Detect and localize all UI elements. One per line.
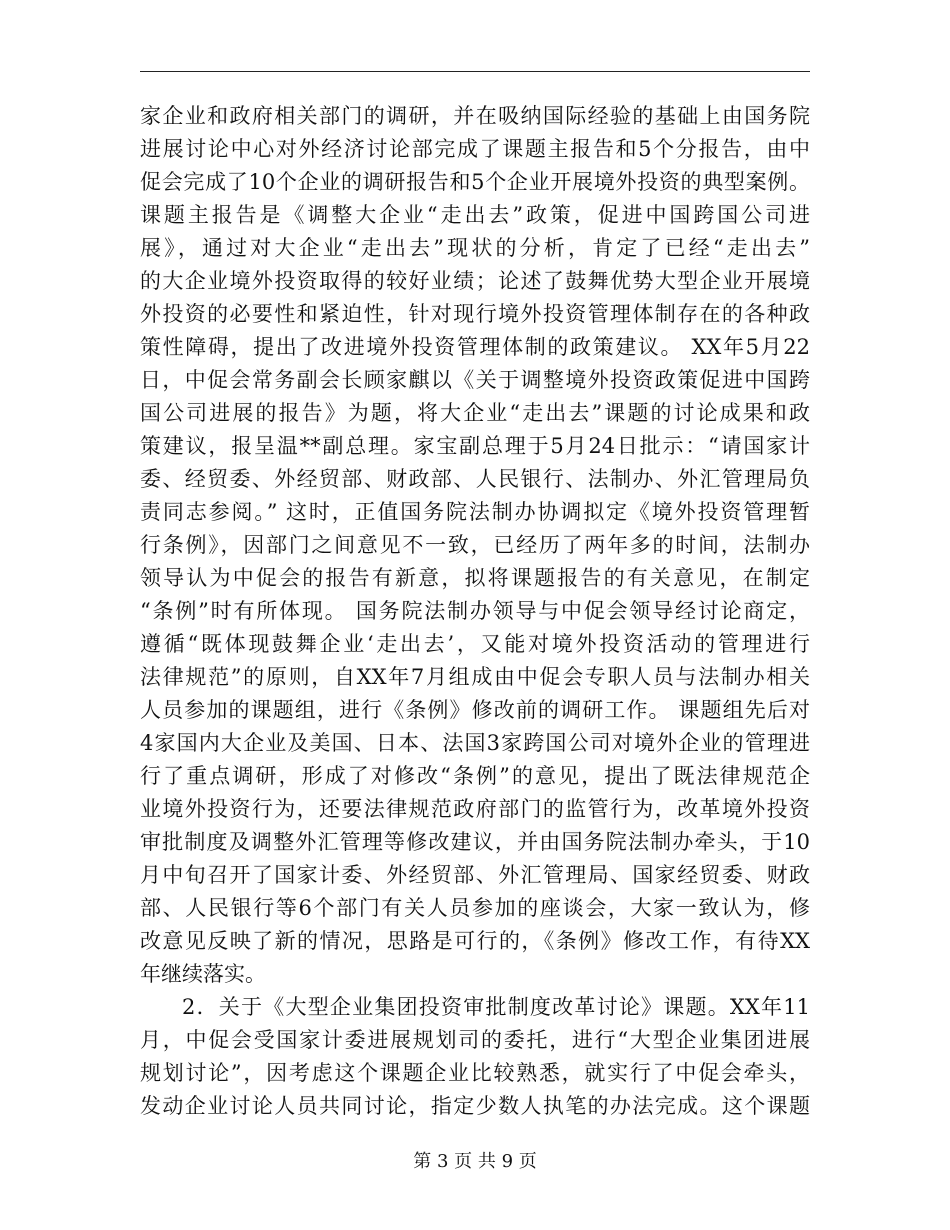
text-line: 家企业和政府相关部门的调研，并在吸纳国际经验的基础上由国务院 — [140, 104, 810, 128]
text-line: 月，中促会受国家计委进展规划司的委托，进行“大型企业集团进展 — [140, 1028, 810, 1052]
text-line: “条例”时有所体现。 国务院法制办领导与中促会领导经讨论商定， — [140, 599, 810, 623]
text-line: 进展讨论中心对外经济讨论部完成了课题主报告和5个分报告，由中 — [140, 137, 810, 161]
text-line: 年继续落实。 — [140, 962, 266, 986]
text-line: 行了重点调研，形成了对修改“条例”的意见，提出了既法律规范企 — [140, 764, 810, 788]
text-line: 责同志参阅。” 这时，正值国务院法制办协调拟定《境外投资管理暂 — [140, 500, 810, 524]
text-line: 4家国内大企业及美国、日本、法国3家跨国公司对境外企业的管理进 — [140, 731, 810, 755]
text-line: 展》，通过对大企业“走出去”现状的分析，肯定了已经“走出去” — [140, 236, 810, 260]
text-line: 行条例》，因部门之间意见不一致，已经历了两年多的时间，法制办 — [140, 533, 810, 557]
text-line: 策建议，报呈温**副总理。家宝副总理于5月24日批示：“请国家计 — [140, 434, 810, 458]
text-line: 遵循“既体现鼓舞企业‘走出去’，又能对境外投资活动的管理进行 — [140, 632, 810, 656]
text-line: 国公司进展的报告》为题，将大企业“走出去”课题的讨论成果和政 — [140, 401, 810, 425]
paragraph-start-line: 2．关于《大型企业集团投资审批制度改革讨论》课题。XX年11 — [182, 995, 810, 1019]
text-line: 法律规范”的原则，自XX年7月组成由中促会专职人员与法制办相关 — [140, 665, 810, 689]
text-line: 审批制度及调整外汇管理等修改建议，并由国务院法制办牵头，于10 — [140, 830, 810, 854]
text-line: 策性障碍，提出了改进境外投资管理体制的政策建议。 XX年5月22 — [140, 335, 810, 359]
text-line: 业境外投资行为，还要法律规范政府部门的监管行为，改革境外投资 — [140, 797, 810, 821]
text-line: 月中旬召开了国家计委、外经贸部、外汇管理局、国家经贸委、财政 — [140, 863, 810, 887]
text-line: 改意见反映了新的情况，思路是可行的，《条例》修改工作，有待XX — [140, 929, 810, 953]
text-line: 人员参加的课题组，进行《条例》修改前的调研工作。 课题组先后对 — [140, 698, 810, 722]
text-line: 发动企业讨论人员共同讨论，指定少数人执笔的办法完成。这个课题 — [140, 1094, 810, 1118]
page-number: 第 3 页 共 9 页 — [413, 1151, 537, 1172]
text-line: 的大企业境外投资取得的较好业绩；论述了鼓舞优势大型企业开展境 — [140, 269, 810, 293]
text-line: 部、人民银行等6个部门有关人员参加的座谈会，大家一致认为，修 — [140, 896, 810, 920]
text-line: 促会完成了10个企业的调研报告和5个企业开展境外投资的典型案例。 — [140, 170, 810, 194]
text-line: 领导认为中促会的报告有新意，拟将课题报告的有关意见，在制定 — [140, 566, 810, 590]
text-line: 委、经贸委、外经贸部、财政部、人民银行、法制办、外汇管理局负 — [140, 467, 810, 491]
body-text — [140, 100, 810, 1123]
header-rule — [140, 71, 810, 72]
text-line: 课题主报告是《调整大企业“走出去”政策，促进中国跨国公司进 — [140, 203, 810, 227]
text-line: 外投资的必要性和紧迫性，针对现行境外投资管理体制存在的各种政 — [140, 302, 810, 326]
text-line: 日，中促会常务副会长顾家麒以《关于调整境外投资政策促进中国跨 — [140, 368, 810, 392]
text-line: 规划讨论”，因考虑这个课题企业比较熟悉，就实行了中促会牵头， — [140, 1061, 810, 1085]
